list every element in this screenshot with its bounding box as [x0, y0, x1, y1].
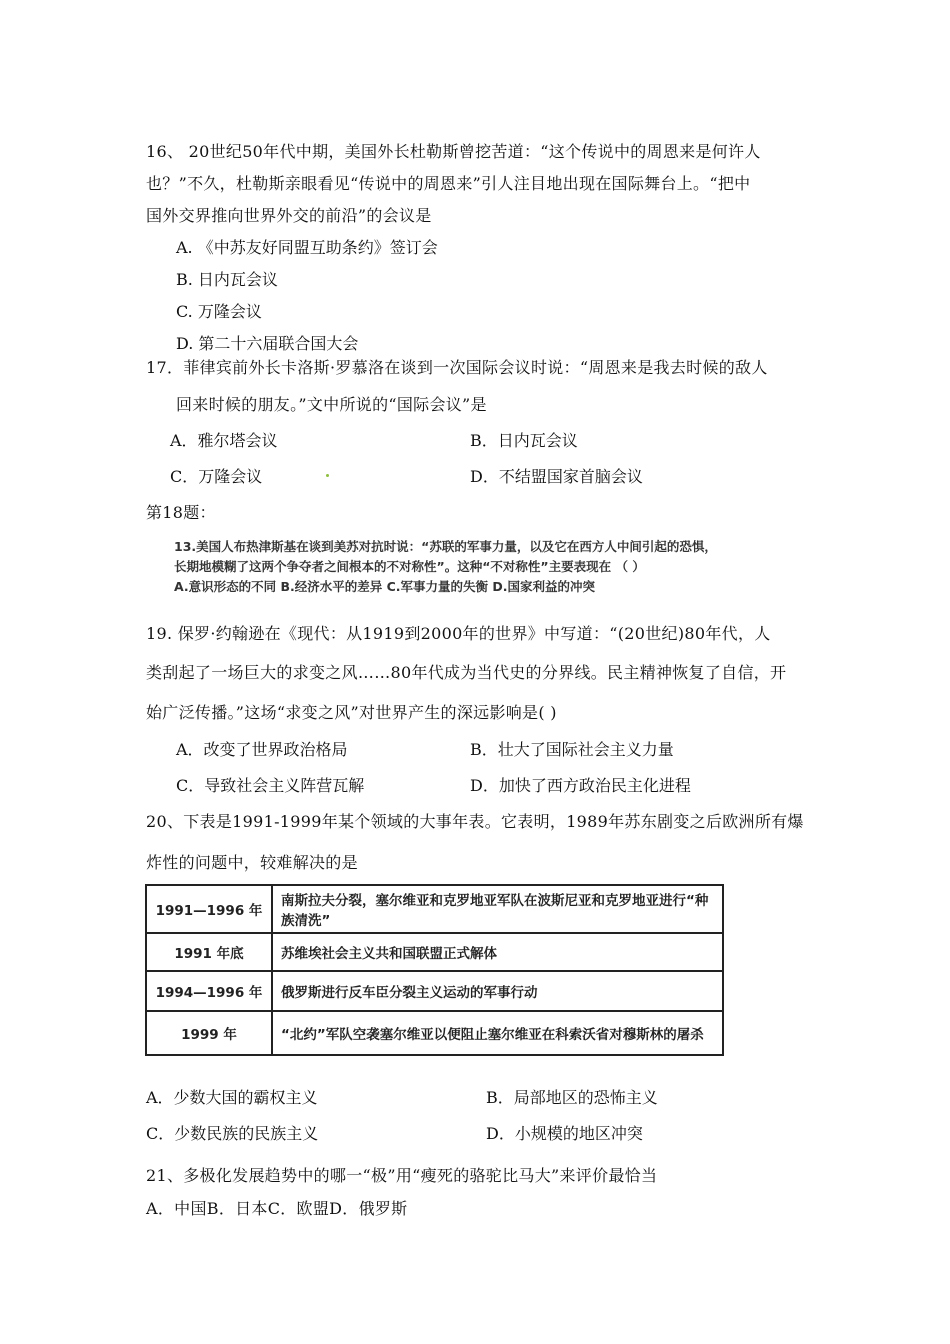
q21-options: A．中国B．日本C．欧盟D．俄罗斯: [146, 1199, 408, 1218]
year-cell: 1991 年底: [146, 933, 272, 971]
q17-option-d: D．不结盟国家首脑会议: [470, 467, 643, 486]
events-table: [145, 884, 724, 1056]
year-cell: 1999 年: [146, 1011, 272, 1055]
q21-stem: 21、多极化发展趋势中的哪一“极”用“瘦死的骆驼比马大”来评价最恰当: [146, 1166, 658, 1185]
event-cell: 苏维埃社会主义共和国联盟正式解体: [272, 933, 723, 971]
q16-stem-line3: 国外交界推向世界外交的前沿”的会议是: [146, 206, 432, 225]
event-cell: 南斯拉夫分裂，塞尔维亚和克罗地亚军队在波斯尼亚和克罗地亚进行“种族清洗”: [272, 885, 723, 933]
q20-option-c: C．少数民族的民族主义: [146, 1124, 319, 1143]
q16-stem-line1: 16、 20世纪50年代中期，美国外长杜勒斯曾挖苦道：“这个传说中的周恩来是何许人: [146, 142, 761, 161]
q16-option-a: A. 《中苏友好同盟互助条约》签订会: [176, 238, 438, 257]
q19-stem-line2: 类刮起了一场巨大的求变之风……80年代成为当代史的分界线。民主精神恢复了自信，开: [146, 663, 787, 682]
q16-option-c: C. 万隆会议: [176, 302, 262, 321]
q18-scan-line3: A.意识形态的不同 B.经济水平的差异 C.军事力量的失衡 D.国家利益的冲突: [174, 579, 596, 594]
q19-stem-line3: 始广泛传播。”这场“求变之风”对世界产生的深远影响是( ): [146, 703, 557, 722]
q16-option-d: D. 第二十六届联合国大会: [176, 334, 359, 353]
q17-option-a: A．雅尔塔会议: [170, 431, 278, 450]
q17-option-c: C．万隆会议: [170, 467, 263, 486]
q20-stem-line2: 炸性的问题中，较难解决的是: [146, 853, 358, 872]
q19-option-c: C．导致社会主义阵营瓦解: [176, 776, 365, 795]
q20-option-a: A．少数大国的霸权主义: [146, 1088, 318, 1107]
q20-stem-line1: 20、下表是1991-1999年某个领域的大事年表。它表明，1989年苏东剧变之后欧洲所有爆: [146, 812, 804, 831]
q18-label: 第18题：: [146, 503, 216, 522]
q17-stem-line2: 回来时候的朋友。”文中所说的“国际会议”是: [176, 395, 487, 414]
table-row: [146, 933, 723, 971]
event-cell: “北约”军队空袭塞尔维亚以便阻止塞尔维亚在科索沃省对穆斯林的屠杀: [272, 1011, 723, 1055]
table-row: [146, 971, 723, 1011]
table-row: [146, 885, 723, 933]
year-cell: 1994—1996 年: [146, 971, 272, 1011]
q16-option-b: B. 日内瓦会议: [176, 270, 278, 289]
q18-scan-line1: 13.美国人布热津斯基在谈到美苏对抗时说：“苏联的军事力量，以及它在西方人中间引起的恐惧，: [174, 539, 717, 554]
q19-option-b: B．壮大了国际社会主义力量: [470, 740, 674, 759]
q18-scan-line2: 长期地模糊了这两个争夺者之间根本的不对称性”。这种“不对称性”主要表现在 （ ）: [174, 559, 645, 574]
q19-option-d: D．加快了西方政治民主化进程: [470, 776, 691, 795]
event-cell: 俄罗斯进行反车臣分裂主义运动的军事行动: [272, 971, 723, 1011]
q19-stem-line1: 19. 保罗·约翰逊在《现代：从1919到2000年的世界》中写道：“(20世纪)80年代，人: [146, 624, 771, 643]
q17-stem-line1: 17．菲律宾前外长卡洛斯·罗慕洛在谈到一次国际会议时说：“周恩来是我去时候的敌人: [146, 358, 768, 377]
q16-stem-line2: 也？”不久，杜勒斯亲眼看见“传说中的周恩来”引人注目地出现在国际舞台上。“把中: [146, 174, 751, 193]
table-row: [146, 1011, 723, 1055]
q17-option-b: B．日内瓦会议: [470, 431, 578, 450]
q20-option-d: D．小规模的地区冲突: [486, 1124, 643, 1143]
year-cell: 1991—1996 年: [146, 885, 272, 933]
q20-option-b: B．局部地区的恐怖主义: [486, 1088, 658, 1107]
q19-option-a: A．改变了世界政治格局: [176, 740, 348, 759]
green-dot-mark: [326, 474, 329, 477]
